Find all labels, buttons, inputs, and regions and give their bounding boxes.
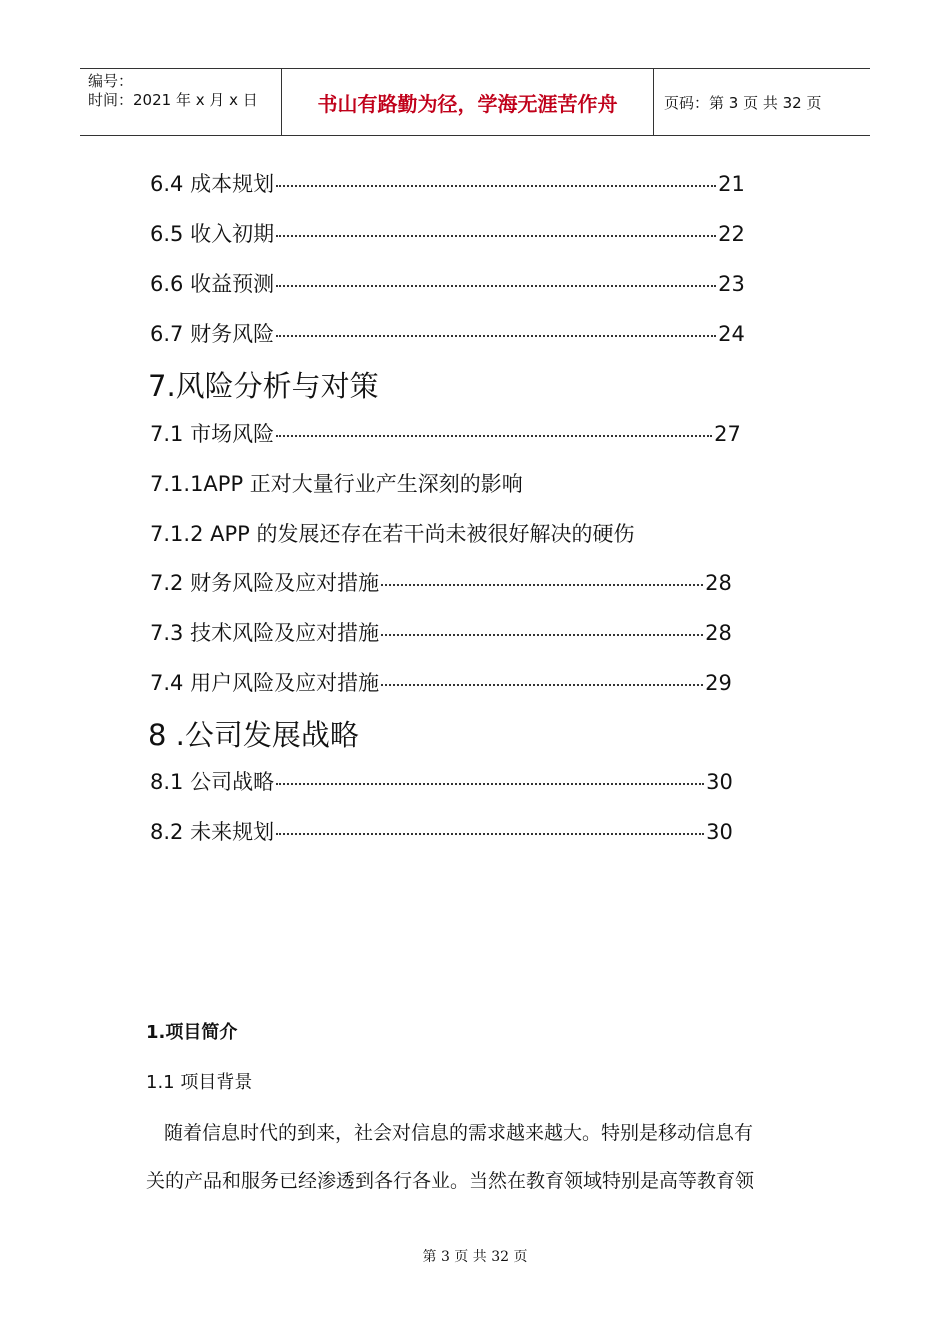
toc-leader [381,634,703,636]
toc-item-page: 24 [718,322,745,346]
number-label: 编号： [88,72,134,90]
toc-item[interactable] [150,617,732,647]
toc-item-page: 30 [706,820,733,844]
page-header [80,68,870,136]
toc-item[interactable] [150,667,732,697]
toc-item-label: 6.6 收益预测 [150,272,275,296]
toc-item-label: 8.1 公司战略 [150,770,275,794]
toc-item-label: 7.1 市场风险 [150,422,275,446]
toc-item[interactable] [150,468,523,498]
section-title: 1.项目简介 [146,1022,238,1043]
toc-item[interactable] [150,168,745,198]
sub-title: 1.1 项目背景 [146,1072,253,1093]
toc-item-label: 7.1.2 APP 的发展还存在若干尚未被很好解决的硬伤 [150,522,635,546]
paragraph-line: 关的产品和服务已经渗透到各行各业。当然在教育领域特别是高等教育领 [146,1170,755,1192]
toc-leader [381,684,703,686]
toc-item-label: 6.5 收入初期 [150,222,275,246]
toc-item-label: 6.4 成本规划 [150,172,275,196]
toc-item-page: 22 [718,222,745,246]
toc-leader [276,833,704,835]
toc-item[interactable] [150,766,733,796]
header-motto-cell [282,69,654,135]
toc-leader [276,335,716,337]
toc-leader [276,185,716,187]
toc-leader [381,584,703,586]
toc-heading-8[interactable]: 8 .公司发展战略 [148,718,359,752]
toc-item-page: 28 [705,571,732,595]
paragraph-line: 随着信息时代的到来，社会对信息的需求越来越大。特别是移动信息有 [164,1122,754,1144]
toc-item-label: 7.3 技术风险及应对措施 [150,621,380,645]
header-meta [80,69,282,135]
toc-item-page: 28 [705,621,732,645]
toc-item[interactable] [150,816,733,846]
time-label: 时间：2021 年 x 月 x 日 [88,91,258,109]
toc-heading-7[interactable]: 7.风险分析与对策 [148,369,379,403]
header-page-info [654,69,870,135]
toc-item-page: 29 [705,671,732,695]
toc-item-page: 21 [718,172,745,196]
motto: 书山有路勤为径，学海无涯苦作舟 [317,91,618,116]
toc-leader [276,235,716,237]
toc-item[interactable] [150,318,745,348]
toc-item-page: 27 [714,422,741,446]
toc-item-label: 7.1.1APP 正对大量行业产生深刻的影响 [150,472,523,496]
toc-item-label: 7.2 财务风险及应对措施 [150,571,380,595]
toc-item[interactable] [150,518,634,548]
toc-item-page: 30 [706,770,733,794]
toc-item[interactable] [150,268,745,298]
toc-item[interactable] [150,218,745,248]
page-footer: 第 3 页 共 32 页 [422,1249,528,1265]
toc-leader [276,435,712,437]
toc-item-page: 23 [718,272,745,296]
toc-leader [276,285,716,287]
toc-item-label: 7.4 用户风险及应对措施 [150,671,380,695]
toc-item-label: 8.2 未来规划 [150,820,275,844]
toc-item[interactable] [150,418,741,448]
toc-item-label: 6.7 财务风险 [150,322,275,346]
page-info: 页码：第 3 页 共 32 页 [664,93,822,112]
toc-item[interactable] [150,567,732,597]
toc-leader [276,783,704,785]
